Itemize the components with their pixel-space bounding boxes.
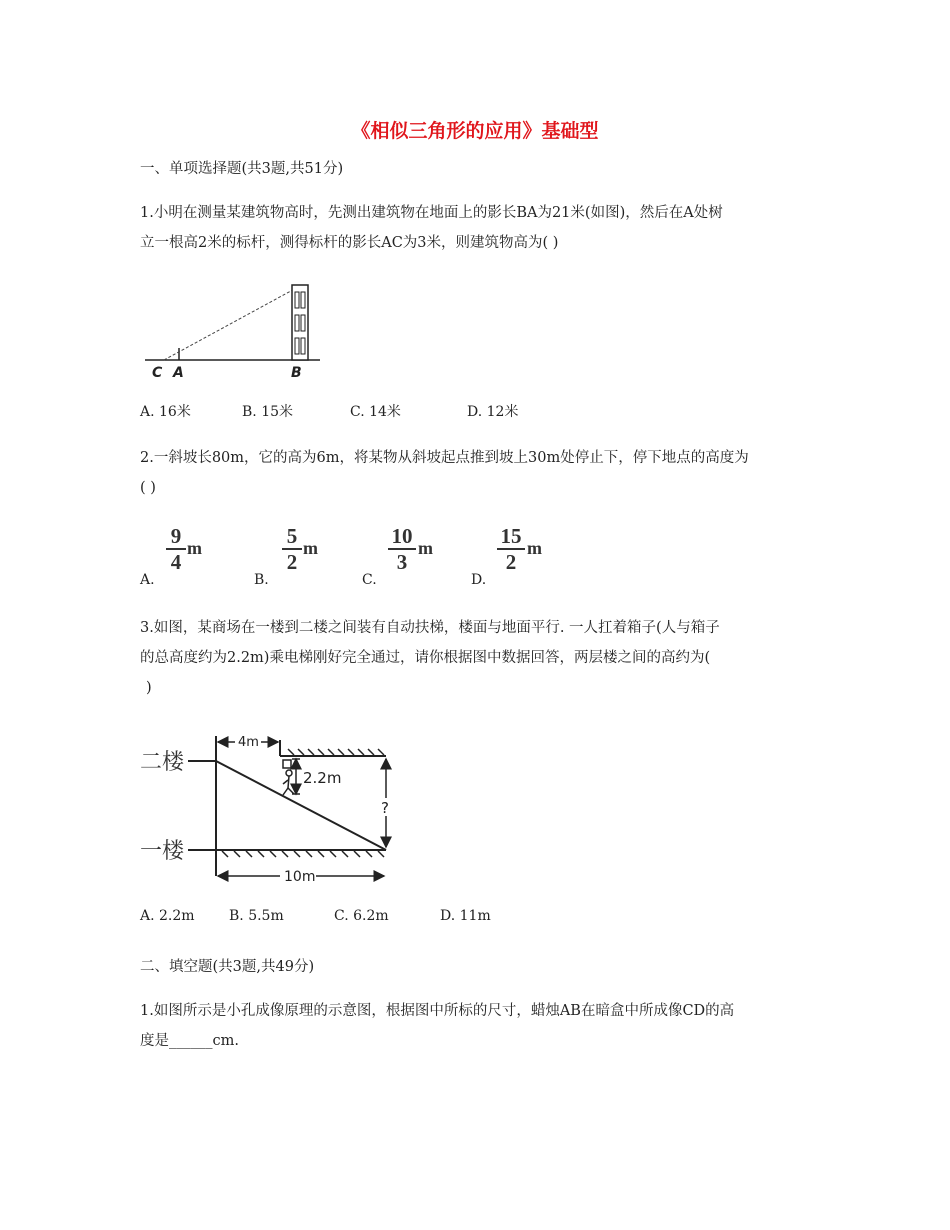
q2-option-d-fraction: 15 2 <box>497 525 525 573</box>
label-c: C <box>152 365 163 381</box>
q2-option-a-letter[interactable]: A. <box>140 572 155 588</box>
question-1-line-2: 立一根高2米的标杆，测得标杆的影长AC为3米，则建筑物高为( ) <box>140 235 559 251</box>
dim-4m: 4m <box>238 735 259 750</box>
q1-option-c[interactable]: C. 14米 <box>350 404 401 420</box>
fill-question-1-line-1: 1.如图所示是小孔成像原理的示意图，根据图中所标的尺寸，蜡烛AB在暗盒中所成像CD的高 <box>140 1003 735 1019</box>
sun-ray-line <box>164 286 300 360</box>
fill-question-1 <box>140 996 812 1056</box>
q2-option-c-letter[interactable]: C. <box>362 572 377 588</box>
q2-option-b-letter[interactable]: B. <box>254 572 269 588</box>
q2-option-b-unit: m <box>303 538 318 558</box>
floor-2-label: 二楼 <box>140 750 185 775</box>
dim-2-2m: 2.2m <box>303 769 342 787</box>
q1-option-a[interactable]: A. 16米 <box>140 404 191 420</box>
q3-option-a[interactable]: A. 2.2m <box>140 908 195 924</box>
q3-option-d[interactable]: D. 11m <box>440 908 491 924</box>
question-3-line-1: 3.如图，某商场在一楼到二楼之间装有自动扶梯，楼面与地面平行. 一人扛着箱子(人与箱子 <box>140 620 720 636</box>
unknown-height: ? <box>381 799 389 817</box>
dim-10m: 10m <box>284 869 316 885</box>
question-3-line-2: 的总高度约为2.2m)乘电梯刚好完全通过，请你根据图中数据回答，两层楼之间的高约为( <box>140 650 711 666</box>
q2-option-c-fraction: 10 3 <box>388 525 416 573</box>
person-with-box <box>283 760 294 795</box>
q2-option-d-letter[interactable]: D. <box>471 572 487 588</box>
shadow-figure <box>140 280 330 385</box>
question-1 <box>140 198 812 258</box>
q2-option-b-fraction: 5 2 <box>282 525 302 573</box>
page-title: 《相似三角形的应用》基础型 <box>351 120 599 142</box>
question-3-line-3: ) <box>146 680 152 696</box>
q1-option-b[interactable]: B. 15米 <box>242 404 294 420</box>
q2-option-c-unit: m <box>418 538 433 558</box>
q1-option-d[interactable]: D. 12米 <box>467 404 519 420</box>
question-2 <box>140 443 812 503</box>
question-3 <box>140 613 812 703</box>
question-2-line-1: 2.一斜坡长80m，它的高为6m，将某物从斜坡起点推到坡上30m处停止下，停下地点的高度为 <box>140 450 749 466</box>
q2-option-a-fraction: 9 4 <box>166 525 186 573</box>
q3-option-c[interactable]: C. 6.2m <box>334 908 389 924</box>
q2-option-d-unit: m <box>527 538 542 558</box>
floor-1-label: 一楼 <box>140 839 185 864</box>
question-1-line-1: 1.小明在测量某建筑物高时，先测出建筑物在地面上的影长BA为21米(如图)，然后在A处树 <box>140 205 723 221</box>
building <box>292 285 308 360</box>
section-heading-fill-in: 二、填空题(共3题,共49分) <box>140 959 315 975</box>
escalator-slope <box>216 761 386 850</box>
label-b: B <box>291 365 302 381</box>
fill-question-1-line-2: 度是______cm. <box>140 1033 239 1049</box>
section-heading-single-choice: 一、单项选择题(共3题,共51分) <box>140 161 344 177</box>
question-2-line-2: ( ) <box>140 480 156 496</box>
label-a: A <box>173 365 184 381</box>
q3-option-b[interactable]: B. 5.5m <box>229 908 284 924</box>
q2-option-a-unit: m <box>187 538 202 558</box>
escalator-figure <box>138 728 400 888</box>
